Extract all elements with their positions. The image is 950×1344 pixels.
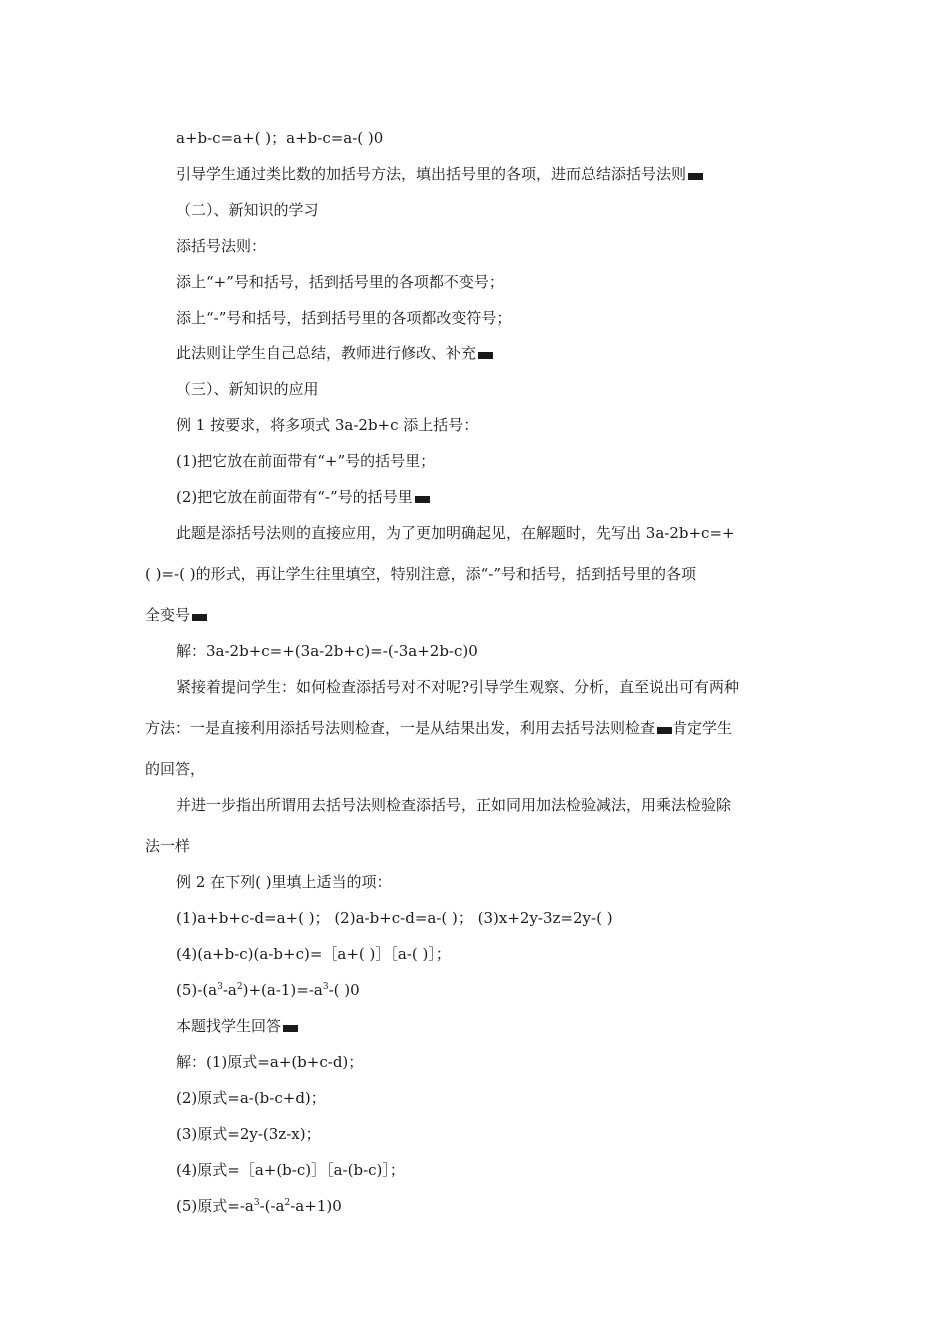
solution-5-part-1: (5)原式=-a [176, 1197, 254, 1215]
line-7 [176, 343, 493, 363]
line-17-tail: 肯定学生 [672, 719, 733, 737]
line-11-text: (2)把它放在前面带有“-”号的括号里 [176, 488, 413, 506]
example-1: 例 1 按要求，将多项式 3a-2b+c 添上括号： [176, 416, 479, 434]
section-heading-3: （三）、新知识的应用 [176, 380, 319, 398]
line-24 [176, 980, 360, 1000]
line-20: 法一样 [145, 837, 191, 855]
solution-4: (4)原式=［a+(b-c)］［a-(b-c)］； [176, 1161, 405, 1179]
exponent: 2 [284, 1198, 291, 1208]
line-17 [145, 718, 732, 738]
exponent: 2 [236, 982, 243, 992]
solution-5-part-2: -(-a [259, 1197, 285, 1215]
line-4: 添括号法则： [176, 237, 267, 255]
line-10: (1)把它放在前面带有“+”号的括号里； [176, 452, 436, 470]
end-mark [415, 496, 430, 503]
solution-1: 解：(1)原式=a+(b+c-d)； [176, 1053, 364, 1071]
line-17-text: 方法：一是直接利用添括号法则检查，一是从结果出发，利用去括号法则检查 [145, 719, 656, 737]
example-2: 例 2 在下列( )里填上适当的项： [176, 873, 392, 891]
line-14-text: 全变号 [145, 606, 191, 624]
line-24-part-4: -( )0 [328, 981, 360, 999]
line-12: 此题是添括号法则的直接应用，为了更加明确起见，在解题时，先写出 3a-2b+c=+ [176, 524, 735, 542]
line-2-text: 引导学生通过类比数的加括号方法，填出括号里的各项，进而总结添括号法则 [176, 165, 687, 183]
end-mark [283, 1025, 298, 1032]
line-25 [176, 1016, 298, 1036]
end-mark [192, 614, 207, 621]
section-heading-2: （二）、新知识的学习 [176, 201, 319, 219]
line-1: a+b-c=a+( )；a+b-c=a-( )0 [176, 129, 384, 147]
end-mark [478, 352, 493, 359]
line-19: 并进一步指出所谓用去括号法则检查添括号，正如同用加法检验减法，用乘法检验除 [176, 796, 732, 814]
line-25-text: 本题找学生回答 [176, 1017, 282, 1035]
line-11 [176, 487, 430, 507]
line-16: 紧接着提问学生：如何检查添括号对不对呢?引导学生观察、分析，直至说出可有两种 [176, 678, 740, 696]
line-24-part-3: )+(a-1)=-a [242, 981, 323, 999]
line-15: 解：3a-2b+c=+(3a-2b+c)=-(-3a+2b-c)0 [176, 642, 478, 660]
line-5: 添上“+”号和括号，括到括号里的各项都不变号； [176, 273, 504, 291]
exponent: 3 [253, 1198, 260, 1208]
exponent: 3 [322, 982, 329, 992]
line-7-text: 此法则让学生自己总结，教师进行修改、补充 [176, 344, 477, 362]
line-2 [176, 164, 703, 184]
line-24-part-2: -a [222, 981, 237, 999]
line-18: 的回答， [145, 760, 206, 778]
line-23: (4)(a+b-c)(a-b+c)=［a+( )］［a-( )］； [176, 945, 451, 963]
solution-5 [176, 1196, 342, 1216]
exponent: 3 [217, 982, 223, 992]
line-14 [145, 605, 207, 625]
line-24-part-1: (5)-(a [176, 981, 218, 999]
solution-5-part-3: -a+1)0 [290, 1197, 342, 1215]
solution-3: (3)原式=2y-(3z-x)； [176, 1125, 321, 1143]
end-mark [657, 727, 672, 734]
line-6: 添上“-”号和括号，括到括号里的各项都改变符号； [176, 309, 512, 327]
line-22: (1)a+b+c-d=a+( )； (2)a-b+c-d=a-( )； (3)x+2y-3z=2y-( ) [176, 909, 613, 927]
solution-2: (2)原式=a-(b-c+d)； [176, 1089, 326, 1107]
end-mark [688, 173, 703, 180]
line-13: ( )=-( )的形式，再让学生往里填空，特别注意，添“-”号和括号，括到括号里的各项 [145, 565, 696, 583]
